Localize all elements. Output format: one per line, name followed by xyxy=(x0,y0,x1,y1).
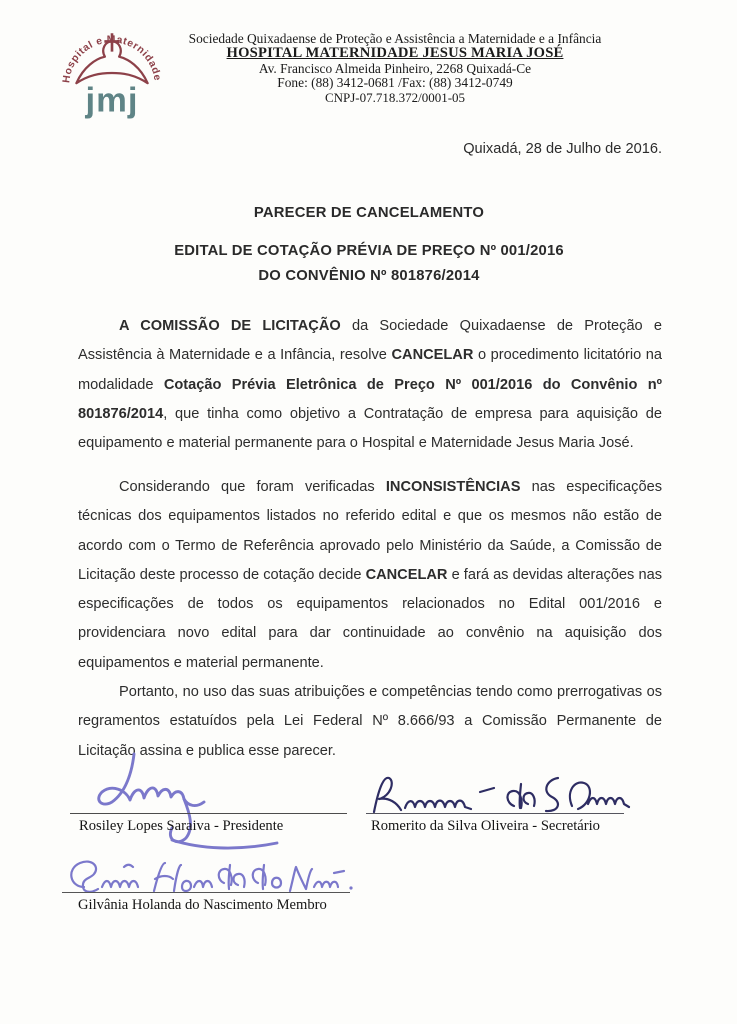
signature-line-presidente xyxy=(70,813,347,814)
signer-name-membro: Gilvânia Holanda do Nascimento Membro xyxy=(78,897,327,913)
logo-monogram: jmj xyxy=(85,81,139,120)
subtitle-line-1: EDITAL DE COTAÇÃO PRÉVIA DE PREÇO Nº 001/2016 xyxy=(174,243,564,259)
organization-name: Sociedade Quixadaense de Proteção e Assistência a Maternidade e a Infância xyxy=(188,31,602,46)
document-subtitle xyxy=(77,239,661,288)
paragraph-1: A COMISSÃO DE LICITAÇÃO da Sociedade Quixadaense de Proteção e Assistência à Maternidade e a Infância, resolve CANCELAR o procedimento licitatório na modalidade Cotação Prévia Eletrônica de Preço Nº 001/2016 do Convênio nº 801876/2014, que tinha como objetivo a Contratação de empresa para aquisição de equipamento e material permanente para o Hospital e Maternidade Jesus Maria José. xyxy=(78,318,663,452)
signer-name-presidente: Rosiley Lopes Saraiva - Presidente xyxy=(79,818,284,834)
paragraph-2: Considerando que foram verificadas INCONSISTÊNCIAS nas especificações técnicas dos equipamentos listados no referido edital e que os mesmos não estão de acordo com o Termo de Referência aprovado pelo Ministério da Saúde, a Comissão de Licitação deste processo de cotação decide CANCELAR e fará as devidas alterações nas especificações de todos os equipamentos relacionados no Edital 001/2016 e providenciara novo edital para dar continuidade ao convênio na aquisição dos equipamentos e material permanente. xyxy=(78,479,662,671)
logo-arc-text: Hospital e Maternidade xyxy=(61,34,163,84)
phone-fax-line: Fone: (88) 3412-0681 /Fax: (88) 3412-0749 xyxy=(277,75,513,90)
hospital-name: HOSPITAL MATERNIDADE JESUS MARIA JOSÉ xyxy=(226,45,564,61)
address-line: Av. Francisco Almeida Pinheiro, 2268 Quixadá-Ce xyxy=(258,60,532,76)
signature-ink-secretario xyxy=(374,778,629,812)
cnpj-line: CNPJ-07.718.372/0001-05 xyxy=(324,89,466,105)
subtitle-line-2: DO CONVÊNIO Nº 801876/2014 xyxy=(258,267,480,284)
signer-name-secretario: Romerito da Silva Oliveira - Secretário xyxy=(371,818,600,834)
signature-line-membro xyxy=(62,892,350,893)
document-title: PARECER DE CANCELAMENTO xyxy=(253,205,485,221)
signature-handwriting-membro xyxy=(58,855,358,897)
signature-line-secretario xyxy=(366,813,624,814)
signature-ink-membro xyxy=(71,862,352,892)
letterhead xyxy=(150,31,640,105)
paragraph-3: Portanto, no uso das suas atribuições e competências tendo como prerrogativas os regramentos estatuídos pela Lei Federal Nº 8.666/93 a Comissão Permanente de Licitação assina e publica esse parecer. xyxy=(78,684,662,759)
date-line: Quixadá, 28 de Julho de 2016. xyxy=(463,141,662,157)
